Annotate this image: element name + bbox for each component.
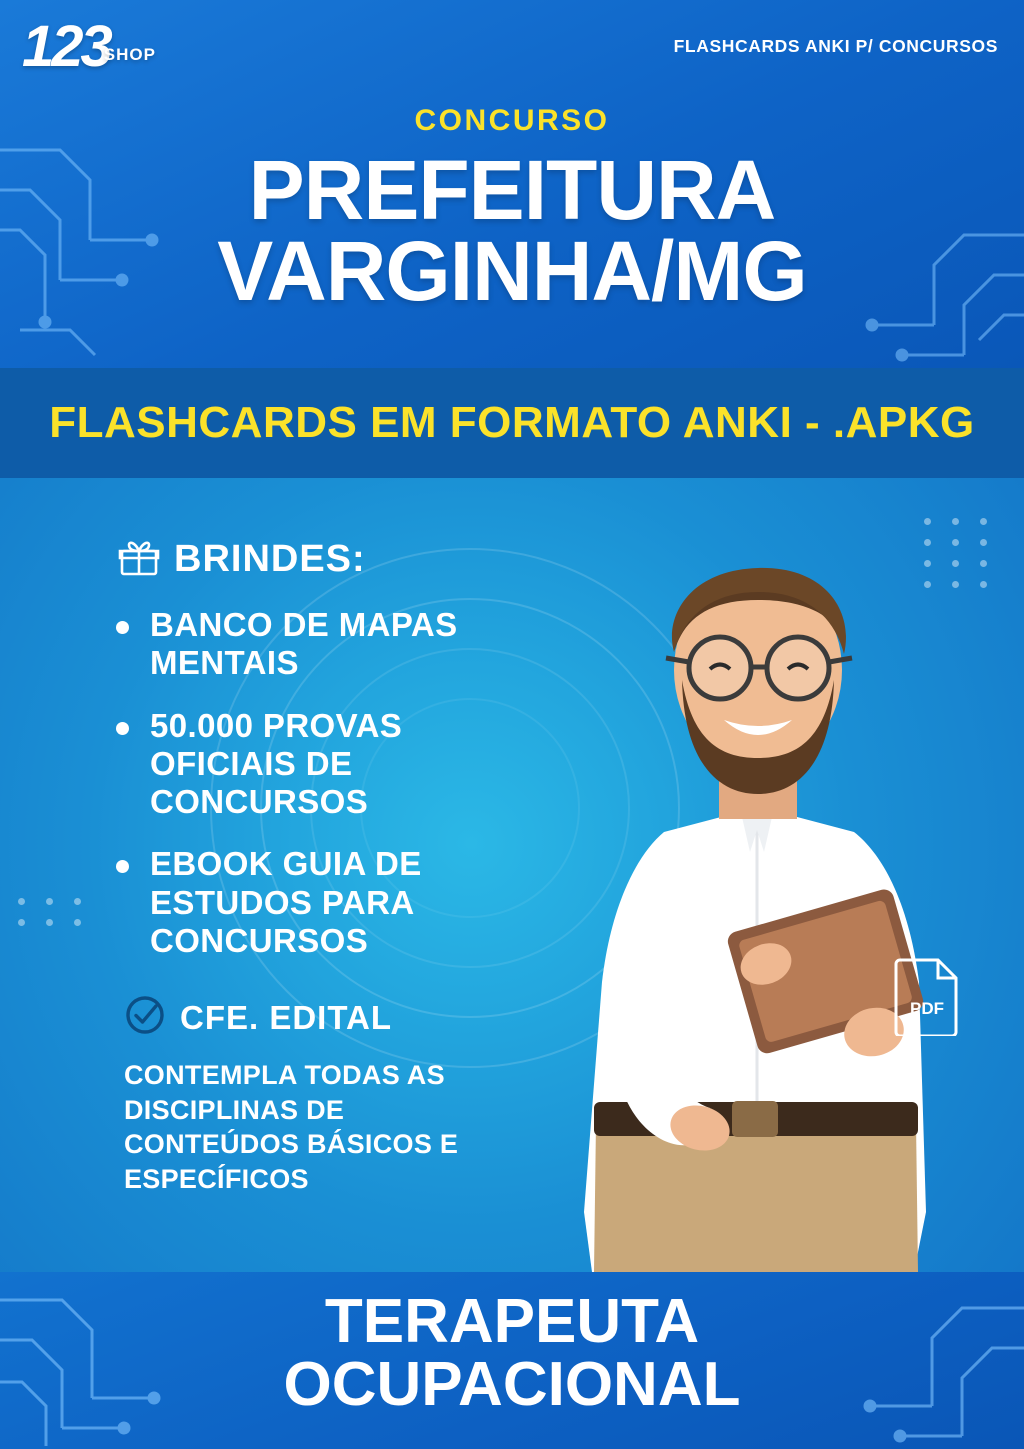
- gifts-list: [108, 606, 548, 984]
- subtitle-text: FLASHCARDS EM FORMATO ANKI - .APKG: [49, 398, 975, 447]
- gifts-heading: [118, 536, 366, 583]
- brand-logo-sub: SHOP: [103, 45, 156, 64]
- page-title-line1: PREFEITURA: [248, 143, 776, 237]
- list-item: EBOOK GUIA DE ESTUDOS PARA CONCURSOS: [108, 845, 548, 960]
- edital-description: CONTEMPLA TODAS AS DISCIPLINAS DE CONTEÚDOS BÁSICOS E ESPECÍFICOS: [124, 1060, 459, 1194]
- footer-band: [0, 1272, 1024, 1449]
- main-band: [0, 478, 1024, 1272]
- gifts-title: BRINDES:: [174, 538, 366, 580]
- top-right-label: FLASHCARDS ANKI P/ CONCURSOS: [673, 36, 998, 56]
- list-item: 50.000 PROVAS OFICIAIS DE CONCURSOS: [108, 707, 548, 822]
- header-band: [0, 0, 1024, 368]
- gift-icon: [118, 536, 160, 583]
- brand-logo-text: 123: [22, 14, 110, 79]
- edital-title: CFE. EDITAL: [180, 998, 393, 1036]
- page-title-line2: VARGINHA/MG: [217, 223, 807, 318]
- brand-logo[interactable]: [22, 14, 162, 79]
- check-circle-icon: [124, 994, 166, 1041]
- list-item: BANCO DE MAPAS MENTAIS: [108, 606, 548, 683]
- page-title: [0, 143, 1024, 318]
- kicker-label: CONCURSO: [414, 104, 610, 137]
- role-title: [0, 1287, 1024, 1420]
- person-photo: [514, 512, 984, 1272]
- subtitle-band: [0, 368, 1024, 478]
- role-title-line2: OCUPACIONAL: [283, 1350, 741, 1420]
- pdf-badge-label: PDF: [910, 999, 944, 1018]
- pdf-badge: [894, 956, 960, 1036]
- edital-heading: [124, 994, 392, 1041]
- dots-decoration-left: [18, 898, 88, 926]
- role-title-line1: TERAPEUTA: [324, 1287, 700, 1356]
